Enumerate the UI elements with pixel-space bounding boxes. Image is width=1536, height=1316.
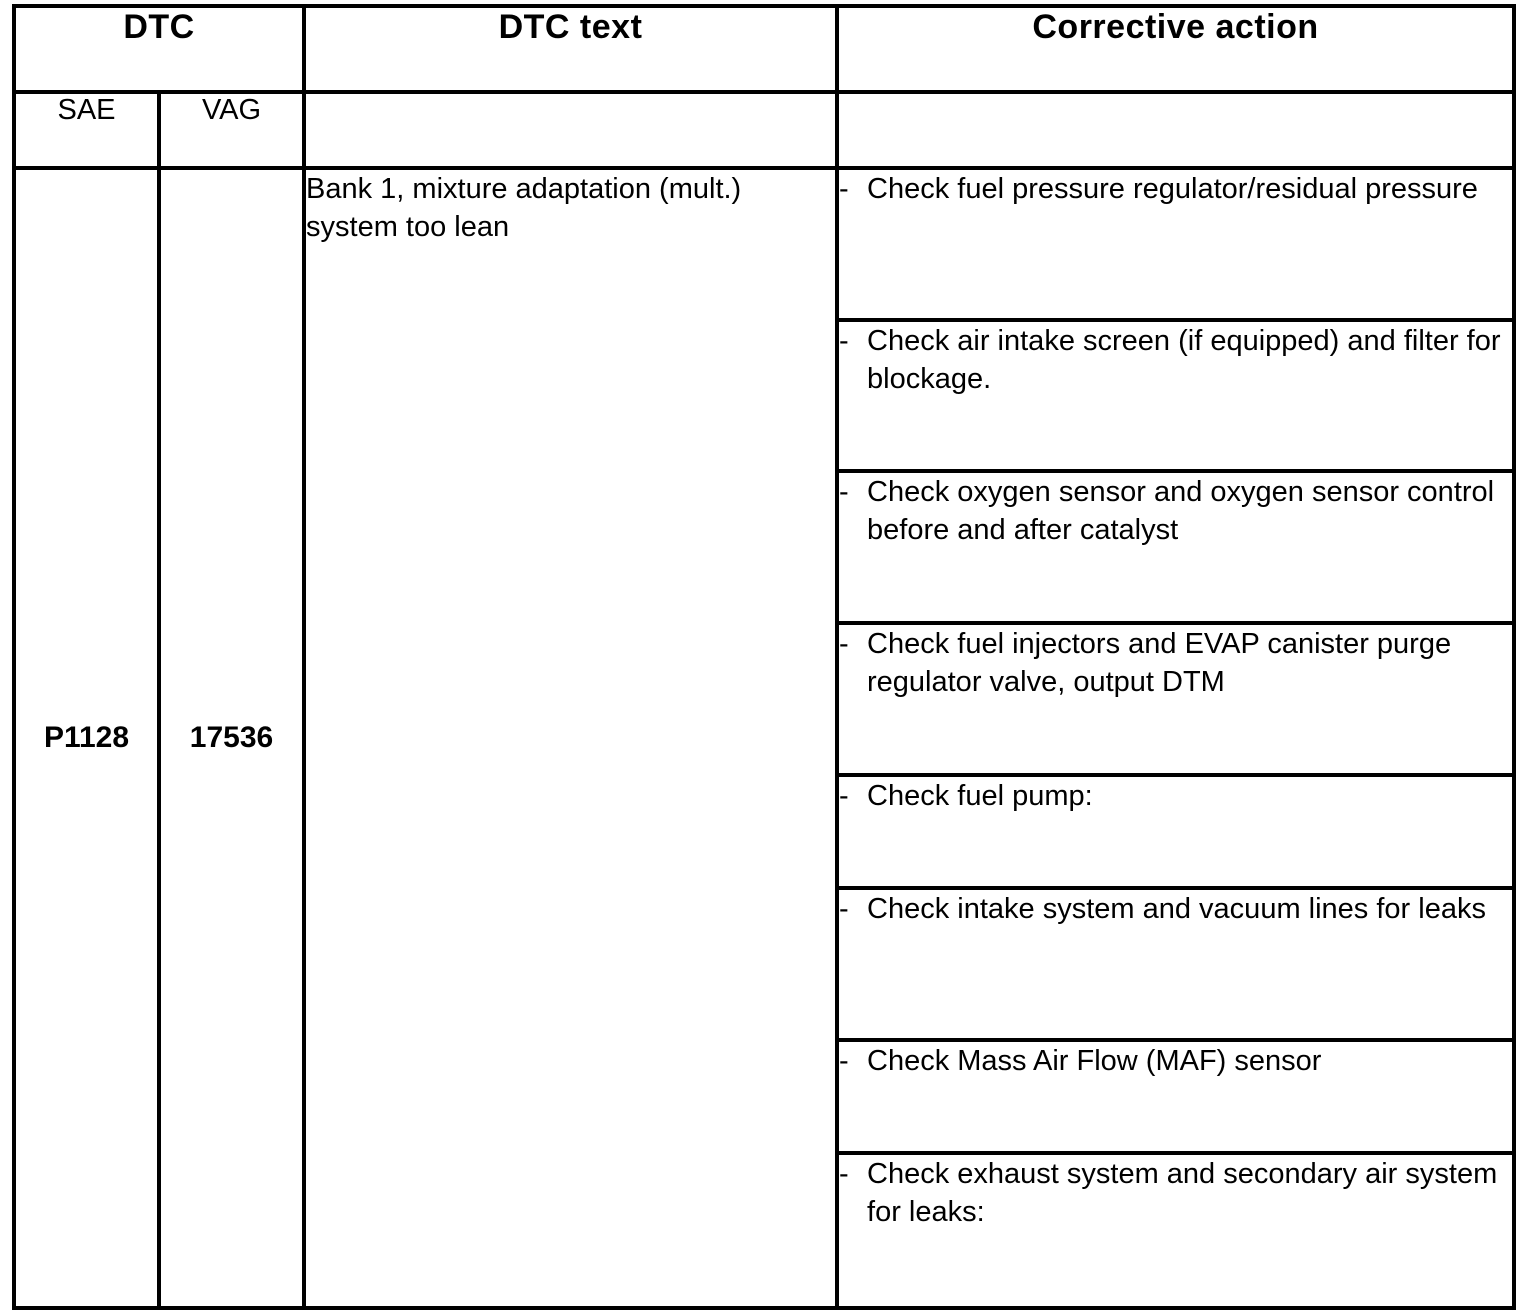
- corrective-action-7: [837, 1040, 1514, 1153]
- sae-subheader: SAE: [14, 92, 159, 168]
- list-item: [839, 1155, 1512, 1231]
- corrective-action-2: [837, 320, 1514, 471]
- bullet-dash: -: [839, 780, 849, 812]
- action-text: Check fuel pump:: [867, 780, 1093, 812]
- list-item: [839, 473, 1512, 549]
- dtc-text-subheader-empty: [304, 92, 837, 168]
- dtc-table: [12, 4, 1516, 1310]
- corrective-action-header: Corrective action: [837, 6, 1514, 92]
- list-item: [839, 890, 1512, 928]
- corrective-action-6: [837, 888, 1514, 1040]
- corrective-action-5: [837, 775, 1514, 888]
- vag-code: 17536: [159, 168, 304, 1308]
- list-item: [839, 170, 1512, 208]
- action-text: Check Mass Air Flow (MAF) sensor: [867, 1045, 1322, 1077]
- list-item: [839, 1042, 1512, 1080]
- table-row: [14, 168, 1514, 320]
- bullet-dash: -: [839, 325, 849, 357]
- action-text: Check air intake screen (if equipped) and filter for blockage.: [867, 325, 1501, 395]
- bullet-dash: -: [839, 1158, 849, 1190]
- action-text: Check fuel injectors and EVAP canister purge regulator valve, output DTM: [867, 628, 1452, 698]
- vag-subheader: VAG: [159, 92, 304, 168]
- dtc-description: Bank 1, mixture adaptation (mult.) system too lean: [304, 168, 837, 1308]
- bullet-dash: -: [839, 173, 849, 205]
- bullet-dash: -: [839, 893, 849, 925]
- list-item: [839, 777, 1512, 815]
- dtc-text-header: DTC text: [304, 6, 837, 92]
- header-row: [14, 6, 1514, 92]
- sae-code: P1128: [14, 168, 159, 1308]
- corrective-action-4: [837, 623, 1514, 775]
- action-text: Check intake system and vacuum lines for leaks: [867, 893, 1486, 925]
- action-text: Check fuel pressure regulator/residual pressure: [867, 173, 1478, 205]
- corrective-action-3: [837, 471, 1514, 623]
- corrective-action-1: [837, 168, 1514, 320]
- bullet-dash: -: [839, 1045, 849, 1077]
- action-text: Check oxygen sensor and oxygen sensor control before and after catalyst: [867, 476, 1495, 546]
- list-item: [839, 625, 1512, 701]
- bullet-dash: -: [839, 476, 849, 508]
- subheader-row: [14, 92, 1514, 168]
- corrective-action-8: [837, 1153, 1514, 1308]
- bullet-dash: -: [839, 628, 849, 660]
- dtc-header: DTC: [14, 6, 304, 92]
- list-item: [839, 322, 1512, 398]
- corrective-action-subheader-empty: [837, 92, 1514, 168]
- action-text: Check exhaust system and secondary air system for leaks:: [867, 1158, 1498, 1228]
